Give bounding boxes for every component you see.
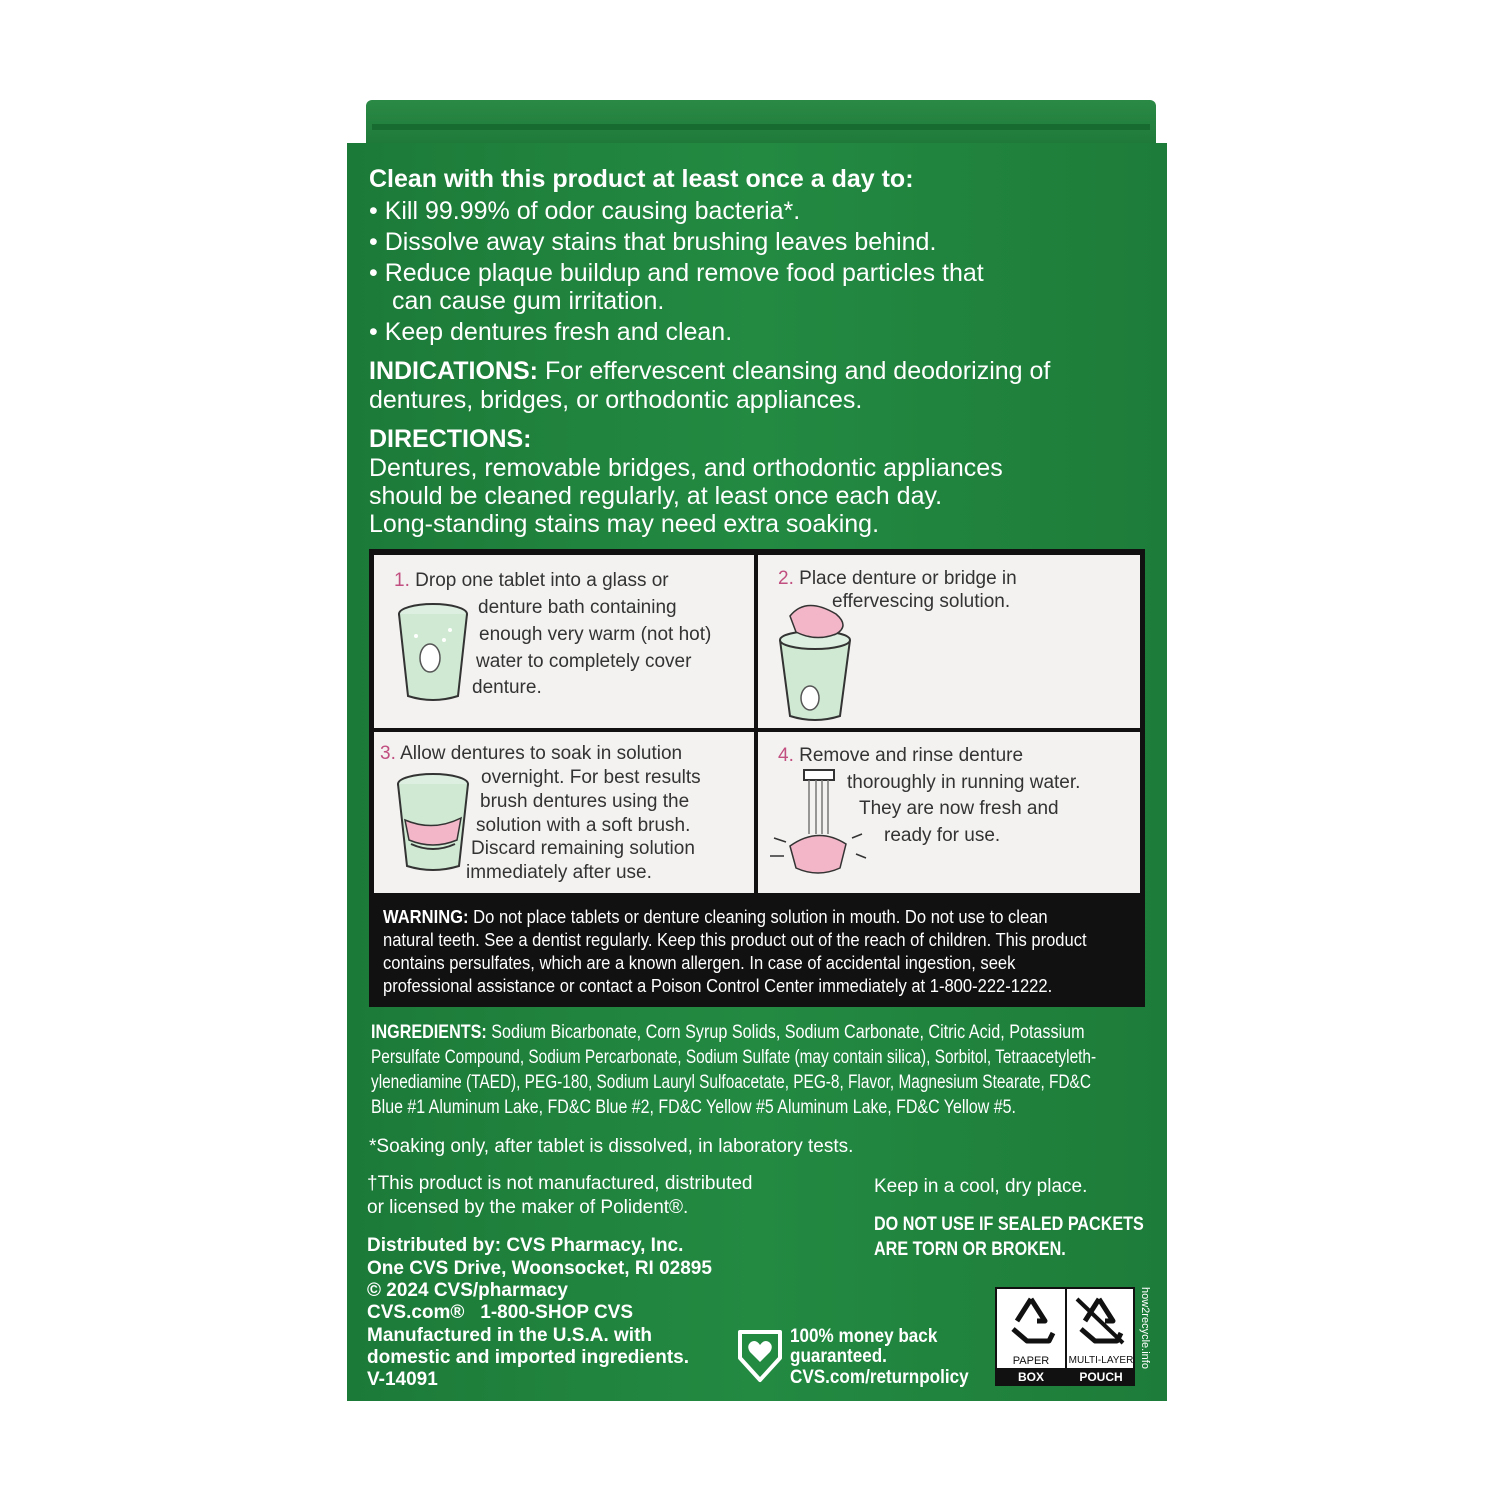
ingredients-line-2: Persulfate Compound, Sodium Percarbonate, Sodium Sulfate (may contain silica), Sorbitol, Tetraacetyleth- xyxy=(371,1047,1097,1068)
box-top-flap xyxy=(366,100,1156,144)
indications-label: INDICATIONS: xyxy=(369,357,538,385)
directions-line-3: Long-standing stains may need extra soaking. xyxy=(369,510,880,538)
step-1-line-1: 1. Drop one tablet into a glass or xyxy=(394,570,669,591)
bullet-1: • Kill 99.99% of odor causing bacteria*. xyxy=(369,197,801,225)
step-1-num: 1. xyxy=(394,570,410,591)
step-1-line-5: denture. xyxy=(472,677,542,698)
step-4-line-4: ready for use. xyxy=(884,825,1001,846)
distributor-line-3: CVS.com® 1-800-SHOP CVS xyxy=(367,1302,634,1323)
step-3-line-6: immediately after use. xyxy=(466,862,652,883)
glass-with-tablet-icon xyxy=(394,600,472,704)
directions-label: DIRECTIONS: xyxy=(369,425,532,453)
step-3-line-3: brush dentures using the xyxy=(480,791,690,812)
denture-into-glass-icon xyxy=(776,598,858,724)
step-3-line-1: 3. Allow dentures to soak in solution xyxy=(380,743,683,764)
warning-label: WARNING: xyxy=(383,907,469,927)
disclaimer-line-2: or licensed by the maker of Polident®. xyxy=(367,1197,689,1218)
step-4-line-1: 4. Remove and rinse denture xyxy=(778,745,1024,766)
heart-shield-icon xyxy=(736,1328,784,1384)
distributor-line-1: One CVS Drive, Woonsocket, RI 02895 xyxy=(367,1258,712,1279)
seal-warning-line-1: DO NOT USE IF SEALED PACKETS xyxy=(874,1214,1144,1235)
ingredients-line-4: Blue #1 Aluminum Lake, FD&C Blue #2, FD&C Yellow #5 Aluminum Lake, FD&C Yellow #5. xyxy=(371,1097,1016,1118)
bullet-2: • Dissolve away stains that brushing leaves behind. xyxy=(369,228,937,256)
distributor-line-6: V-14091 xyxy=(367,1369,438,1390)
guarantee-line-1: 100% money back xyxy=(790,1326,938,1347)
step-2-line-1: 2. Place denture or bridge in xyxy=(778,568,1017,589)
step-3-line-4: solution with a soft brush. xyxy=(476,815,691,836)
step-3-line-2: overnight. For best results xyxy=(481,767,701,788)
indications-text-1: For effervescent cleansing and deodorizing of xyxy=(544,357,1051,385)
recycle-right-top: MULTI-LAYER xyxy=(1068,1355,1134,1366)
not-recyclable-icon xyxy=(1073,1295,1127,1345)
recycle-right-bottom: POUCH xyxy=(1067,1368,1135,1386)
directions-line-2: should be cleaned regularly, at least once each day. xyxy=(369,482,943,510)
distributor-label: Distributed by: CVS Pharmacy, Inc. xyxy=(367,1235,684,1256)
warning-line-4: professional assistance or contact a Poison Control Center immediately at 1-800-222-1222. xyxy=(383,976,1053,996)
recycle-site: how2recycle.info xyxy=(1139,1287,1151,1369)
disclaimer-line-1: †This product is not manufactured, distributed xyxy=(367,1173,753,1194)
seal-warning-line-2: ARE TORN OR BROKEN. xyxy=(874,1239,1066,1260)
ingredients-line-3: ylenediamine (TAED), PEG-180, Sodium Lauryl Sulfoacetate, PEG-8, Flavor, Magnesium Stearate, FD&C xyxy=(371,1072,1091,1093)
directions-line-1: Dentures, removable bridges, and orthodontic appliances xyxy=(369,454,1003,482)
step-3-num: 3. xyxy=(380,743,396,764)
step-4-line-2: thoroughly in running water. xyxy=(847,772,1081,793)
distributor-line-4: Manufactured in the U.S.A. with xyxy=(367,1325,653,1346)
storage-note: Keep in a cool, dry place. xyxy=(874,1176,1088,1197)
intro-heading: Clean with this product at least once a day to: xyxy=(369,165,914,193)
step-2-line-2: effervescing solution. xyxy=(832,591,1011,612)
recycle-icon xyxy=(1005,1295,1057,1345)
guarantee-line-2: guaranteed. xyxy=(790,1346,887,1367)
step-4-line-3: They are now fresh and xyxy=(859,798,1059,819)
indications-text-2: dentures, bridges, or orthodontic appliances. xyxy=(369,386,863,414)
how2recycle-label xyxy=(995,1287,1135,1386)
bullet-4: • Keep dentures fresh and clean. xyxy=(369,318,733,346)
indications-line-1 xyxy=(369,357,1050,386)
step-4-num: 4. xyxy=(778,745,794,766)
recycle-left-bottom: BOX xyxy=(997,1368,1065,1386)
step-1-line-3: enough very warm (not hot) xyxy=(479,624,712,645)
bullet-3: • Reduce plaque buildup and remove food particles that xyxy=(369,259,984,287)
dentures-soaking-icon xyxy=(393,770,473,874)
recycle-left-top: PAPER xyxy=(1012,1355,1050,1367)
step-1-line-2: denture bath containing xyxy=(478,597,677,618)
step-3-line-5: Discard remaining solution xyxy=(471,838,695,859)
distributor-line-2: © 2024 CVS/pharmacy xyxy=(367,1280,568,1301)
distributor-line-5: domestic and imported ingredients. xyxy=(367,1347,689,1368)
ingredients-line-1: INGREDIENTS: Sodium Bicarbonate, Corn Syrup Solids, Sodium Carbonate, Citric Acid, Potassium xyxy=(371,1022,1085,1043)
warning-line-3: contains persulfates, which are a known allergen. In case of accidental ingestion, seek xyxy=(383,953,1016,973)
bullet-3-cont: can cause gum irritation. xyxy=(392,287,665,315)
step-1-line-4: water to completely cover xyxy=(476,651,692,672)
rinse-under-faucet-icon xyxy=(764,768,868,884)
warning-line-2: natural teeth. See a dentist regularly. Keep this product out of the reach of children. This product xyxy=(383,930,1087,950)
guarantee-link: CVS.com/returnpolicy xyxy=(790,1367,969,1388)
step-2-num: 2. xyxy=(778,568,794,589)
soaking-footnote: *Soaking only, after tablet is dissolved, in laboratory tests. xyxy=(369,1136,854,1157)
ingredients-label: INGREDIENTS: xyxy=(371,1022,487,1043)
warning-line-1: WARNING: Do not place tablets or denture cleaning solution in mouth. Do not use to clean xyxy=(383,907,1048,927)
